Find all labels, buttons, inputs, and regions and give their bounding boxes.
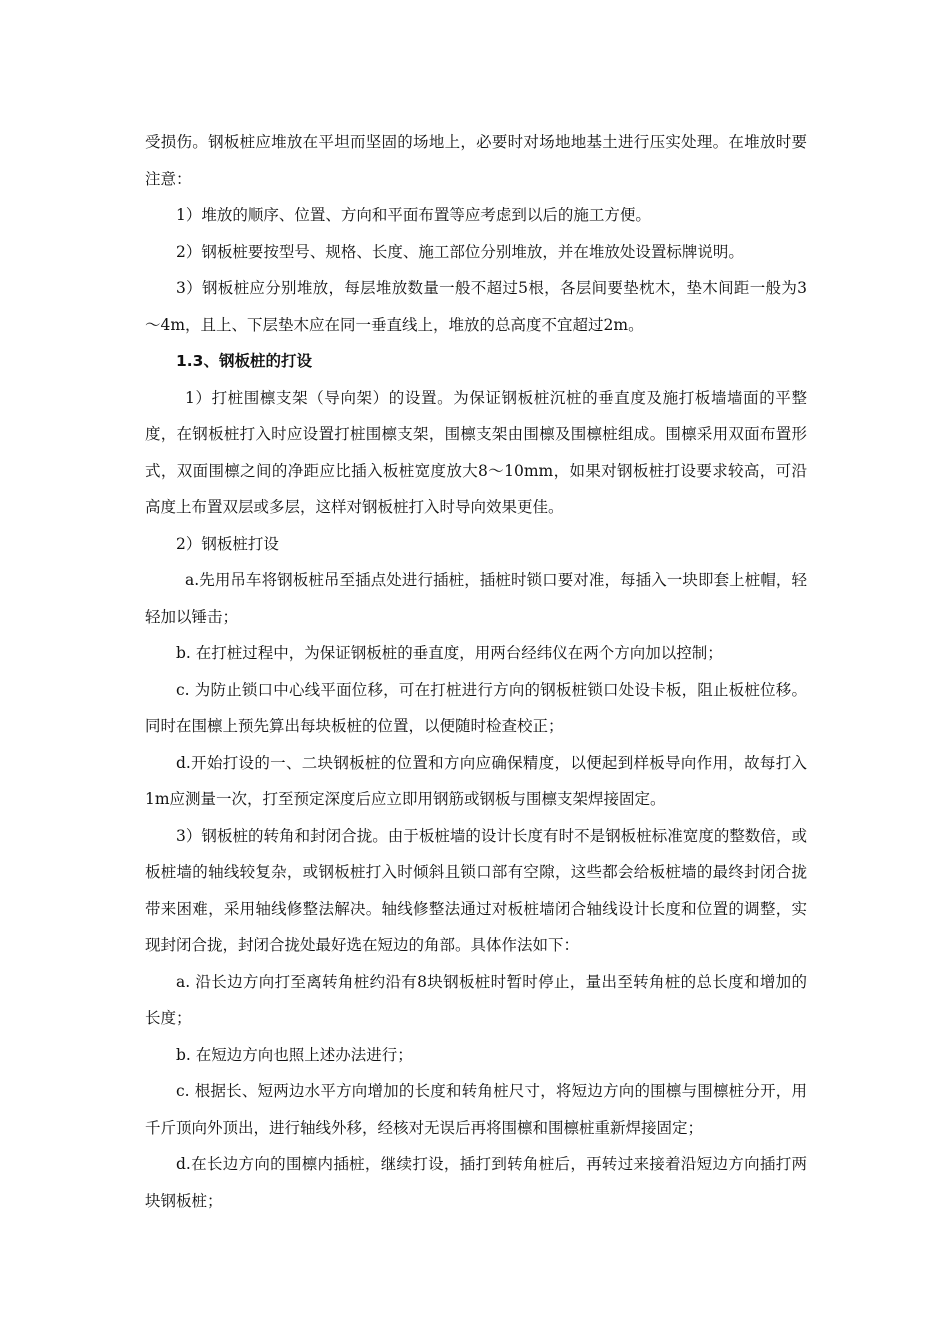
- paragraph-piling-c: c. 为防止锁口中心线平面位移，可在打桩进行方向的钢板桩锁口处设卡板，阻止板桩位移。同时在围檩上预先算出每块板桩的位置，以便随时检查校正；: [145, 680, 807, 735]
- paragraph-closure-a: a. 沿长边方向打至离转角桩约沿有8块钢板桩时暂时停止，量出至转角桩的总长度和增加的长度；: [145, 972, 807, 1027]
- paragraph-piling-b: b. 在打桩过程中，为保证钢板桩的垂直度，用两台经纬仪在两个方向加以控制；: [176, 644, 723, 662]
- paragraph-closure-intro: 3）钢板桩的转角和封闭合拢。由于板桩墙的设计长度有时不是钢板桩标准宽度的整数倍，或板桩墙的轴线较复杂，或钢板桩打入时倾斜且锁口部有空隙，这些都会给板桩墙的最终封闭合拢带来困难，采用轴线修整法解决。轴线修整法通过对板桩墙闭合轴线设计长度和位置的调整，实现封闭合拢，封闭合拢处最好选在短边的角部。具体作法如下：: [145, 826, 807, 954]
- section-heading: 1.3、钢板桩的打设: [176, 352, 312, 370]
- paragraph-storage-item-1: 1）堆放的顺序、位置、方向和平面布置等应考虑到以后的施工方便。: [176, 206, 651, 224]
- paragraph-storage-intro: 受损伤。钢板桩应堆放在平坦而坚固的场地上，必要时对场地地基土进行压实处理。在堆放时要注意：: [145, 133, 807, 188]
- paragraph-piling-title: 2）钢板桩打设: [176, 534, 279, 553]
- paragraph-piling-d: d.开始打设的一、二块钢板桩的位置和方向应确保精度，以便起到样板导向作用，故每打入1m应测量一次，打至预定深度后应立即用钢筋或钢板与围檩支架焊接固定。: [145, 753, 807, 808]
- document-body: [145, 124, 807, 1219]
- paragraph-closure-d: d.在长边方向的围檩内插桩，继续打设，插打到转角桩后，再转过来接着沿短边方向插打两块钢板桩；: [145, 1155, 807, 1210]
- paragraph-storage-item-2: 2）钢板桩要按型号、规格、长度、施工部位分别堆放，并在堆放处设置标牌说明。: [176, 242, 744, 261]
- paragraph-guide-frame: 1）打桩围檩支架（导向架）的设置。为保证钢板桩沉桩的垂直度及施打板墙墙面的平整度，在钢板桩打入时应设置打桩围檩支架，围檩支架由围檩及围檩桩组成。围檩采用双面布置形式，双面围檩之间的净距应比插入板桩宽度放大8～10mm，如果对钢板桩打设要求较高，可沿高度上布置双层或多层，这样对钢板桩打入时导向效果更佳。: [145, 388, 807, 516]
- paragraph-storage-item-3: 3）钢板桩应分别堆放，每层堆放数量一般不超过5根，各层间要垫枕木，垫木间距一般为3～4m，且上、下层垫木应在同一垂直线上，堆放的总高度不宜超过2m。: [145, 279, 807, 334]
- paragraph-closure-b: b. 在短边方向也照上述办法进行；: [176, 1045, 413, 1064]
- paragraph-closure-c: c. 根据长、短两边水平方向增加的长度和转角桩尺寸，将短边方向的围檩与围檩桩分开，用千斤顶向外顶出，进行轴线外移，经核对无误后再将围檩和围檩桩重新焊接固定；: [145, 1082, 807, 1137]
- paragraph-piling-a: a.先用吊车将钢板桩吊至插点处进行插桩，插桩时锁口要对准，每插入一块即套上桩帽，轻轻加以锤击；: [145, 571, 807, 626]
